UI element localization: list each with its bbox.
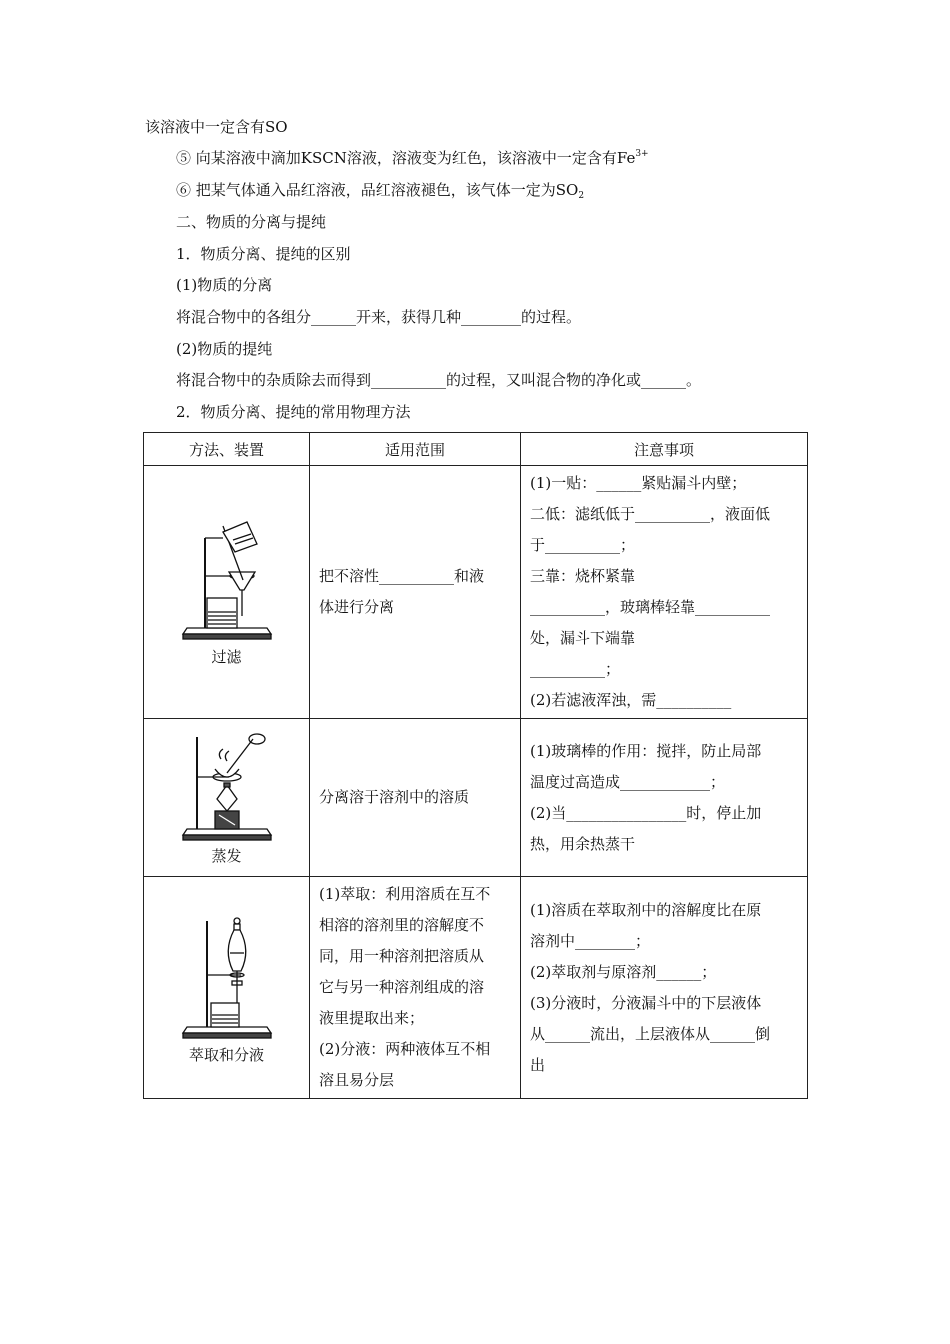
item-purification: (2)物质的提纯	[176, 340, 273, 358]
text-line-2	[176, 148, 649, 168]
text-line-3	[176, 180, 584, 200]
table-row	[144, 466, 808, 719]
extraction-scope-line: (2)分液：两种液体互不相	[319, 1040, 491, 1058]
filtration-label: 过滤	[211, 647, 242, 666]
evaporation-scope-line: 分离溶于溶剂中的溶质	[319, 788, 470, 806]
evaporation-note-line: 温度过高造成____________；	[530, 772, 726, 791]
methods-table	[143, 432, 808, 1099]
extraction-scope-line: (1)萃取：利用溶质在互不	[319, 885, 491, 903]
filtration-cell	[144, 466, 310, 719]
text-line-2-main: ⑤ 向某溶液中滴加KSCN溶液，溶液变为红色，该溶液中一定含有Fe	[176, 149, 636, 167]
extraction-scope-line: 液里提取出来；	[319, 1009, 425, 1027]
separation-text: 将混合物中的各组分______开来，获得几种________的过程。	[176, 308, 582, 326]
header-method: 方法、装置	[144, 433, 310, 466]
fe-charge: 3+	[635, 149, 649, 159]
so2-subscript: 2	[578, 191, 585, 201]
evaporation-note-line: (2)当________________时，停止加	[530, 803, 762, 822]
extraction-scope-line: 溶且易分层	[319, 1071, 395, 1089]
separatory-funnel-icon	[177, 911, 277, 1046]
filtration-note-line: __________；	[530, 660, 621, 678]
evaporation-apparatus-icon	[177, 729, 277, 847]
table-row	[144, 877, 808, 1099]
extraction-scope	[310, 877, 521, 1099]
evaporation-note-line: 热，用余热蒸干	[530, 834, 636, 853]
evaporation-label: 蒸发	[211, 847, 242, 865]
extraction-note-line: 溶剂中________；	[530, 931, 651, 950]
header-scope: 适用范围	[310, 433, 521, 466]
filtration-note-line: (2)若滤液浑浊，需__________	[530, 691, 732, 709]
table-row	[144, 719, 808, 877]
extraction-note-line: (1)溶质在萃取剂中的溶解度比在原	[530, 900, 762, 919]
section-heading: 二、物质的分离与提纯	[176, 213, 327, 231]
filtration-note-line: __________，玻璃棒轻靠__________	[530, 598, 771, 616]
filtration-scope-line: 把不溶性__________和液	[319, 567, 485, 585]
filtration-note-line: 二低：滤纸低于__________，液面低	[530, 505, 771, 523]
filtration-apparatus-icon	[177, 518, 277, 648]
extraction-cell	[144, 877, 310, 1099]
subheading-2: 2．物质分离、提纯的常用物理方法	[176, 403, 411, 421]
extraction-note-line: (2)萃取剂与原溶剂______；	[530, 962, 717, 981]
filtration-scope	[310, 466, 521, 719]
subheading-1: 1．物质分离、提纯的区别	[176, 245, 351, 263]
extraction-scope-line: 同，用一种溶剂把溶质从	[319, 947, 485, 965]
evaporation-scope	[310, 719, 521, 877]
text-line-1: 该溶液中一定含有SO	[145, 118, 288, 136]
filtration-note-line: 于__________；	[530, 536, 636, 554]
filtration-note-line: 处，漏斗下端靠	[530, 629, 636, 647]
purification-text: 将混合物中的杂质除去而得到__________的过程，又叫混合物的净化或______。	[176, 371, 702, 389]
extraction-note-line: 出	[530, 1055, 546, 1074]
extraction-notes	[521, 877, 808, 1099]
filtration-notes	[521, 466, 808, 719]
text-line-3-main: ⑥ 把某气体通入品红溶液，品红溶液褪色，该气体一定为SO	[176, 181, 579, 199]
filtration-note-line: (1)一贴：______紧贴漏斗内壁；	[530, 474, 747, 492]
extraction-scope-line: 它与另一种溶剂组成的溶	[319, 978, 485, 996]
filtration-scope-line: 体进行分离	[319, 598, 395, 616]
extraction-label: 萃取和分液	[188, 1045, 264, 1064]
table-header-row	[144, 433, 808, 466]
extraction-note-line: 从______流出，上层液体从______倒	[530, 1024, 771, 1043]
item-separation: (1)物质的分离	[176, 276, 273, 294]
header-notes: 注意事项	[521, 433, 808, 466]
evaporation-notes	[521, 719, 808, 877]
evaporation-note-line: (1)玻璃棒的作用：搅拌，防止局部	[530, 741, 762, 760]
filtration-note-line: 三靠：烧杯紧靠	[530, 567, 636, 585]
evaporation-cell	[144, 719, 310, 877]
extraction-scope-line: 相溶的溶剂里的溶解度不	[319, 916, 485, 934]
extraction-note-line: (3)分液时，分液漏斗中的下层液体	[530, 993, 762, 1012]
